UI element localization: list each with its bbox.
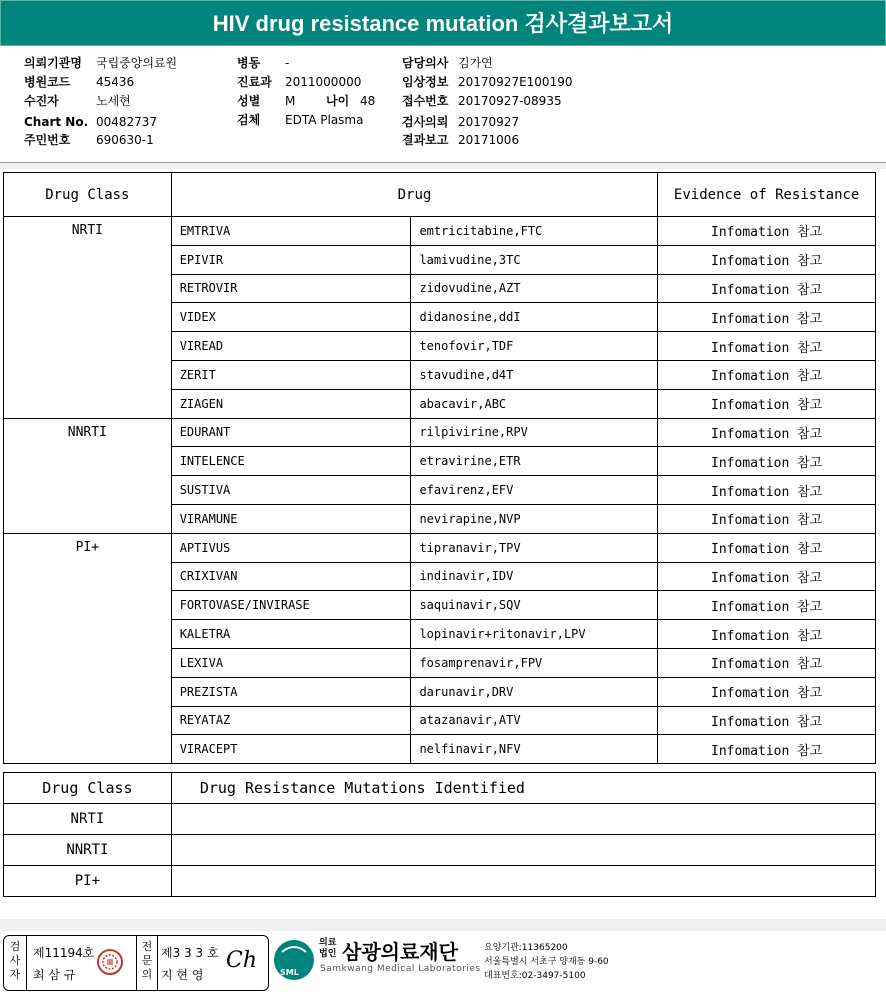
signature: Ch xyxy=(226,948,258,973)
drug-generic-cell: darunavir,DRV xyxy=(411,677,658,706)
drug-class-cell: NRTI xyxy=(4,217,172,419)
evidence-cell: Infomation 참고 xyxy=(658,677,876,706)
table-row xyxy=(4,418,876,447)
info-field xyxy=(237,72,361,92)
evidence-cell: Infomation 참고 xyxy=(658,332,876,361)
mutation-value-cell xyxy=(171,866,875,897)
drug-generic-cell: lamivudine,3TC xyxy=(411,245,658,274)
mutation-header-class: Drug Class xyxy=(4,773,172,804)
info-label: 임상정보 xyxy=(402,75,449,89)
drug-brand-cell: APTIVUS xyxy=(171,533,411,562)
info-label: 진료과 xyxy=(237,75,272,89)
info-value: M xyxy=(285,94,296,108)
drug-generic-cell: atazanavir,ATV xyxy=(411,706,658,735)
drug-brand-cell: VIRAMUNE xyxy=(171,504,411,533)
info-label: 검체 xyxy=(237,113,261,127)
evidence-cell: Infomation 참고 xyxy=(658,303,876,332)
info-field xyxy=(402,112,519,132)
drug-generic-cell: rilpivirine,RPV xyxy=(411,418,658,447)
evidence-cell: Infomation 참고 xyxy=(658,360,876,389)
specialist-label: 전문의 xyxy=(141,940,153,981)
report-title: HIV drug resistance mutation 검사결과보고서 xyxy=(0,0,886,46)
info-label: 성별 xyxy=(237,94,261,108)
drug-brand-cell: LEXIVA xyxy=(171,648,411,677)
info-label: 담당의사 xyxy=(402,56,449,70)
drug-brand-cell: CRIXIVAN xyxy=(171,562,411,591)
tester-name: 최 삼 규 xyxy=(33,968,76,982)
drug-brand-cell: VIREAD xyxy=(171,332,411,361)
drug-generic-cell: fosamprenavir,FPV xyxy=(411,648,658,677)
drug-generic-cell: stavudine,d4T xyxy=(411,360,658,389)
info-value: 45436 xyxy=(96,75,135,89)
drug-brand-cell: VIRACEPT xyxy=(171,735,411,764)
mutation-table xyxy=(3,772,876,897)
mutation-class-cell: NRTI xyxy=(4,804,172,835)
drug-generic-cell: etravirine,ETR xyxy=(411,447,658,476)
drug-generic-cell: abacavir,ABC xyxy=(411,389,658,418)
info-field xyxy=(237,110,363,130)
info-value: - xyxy=(285,56,290,70)
mutation-header-mutations: Drug Resistance Mutations Identified xyxy=(171,773,875,804)
drug-generic-cell: indinavir,IDV xyxy=(411,562,658,591)
drug-class-cell: PI+ xyxy=(4,533,172,763)
info-label: 접수번호 xyxy=(402,94,449,108)
org-english: Samkwang Medical Laboratories xyxy=(320,964,481,974)
mutation-class-cell: NNRTI xyxy=(4,835,172,866)
org-phone: 대표번호:02-3497-5100 xyxy=(484,971,586,981)
info-value: EDTA Plasma xyxy=(285,113,364,127)
info-field xyxy=(24,53,177,73)
drug-brand-cell: KALETRA xyxy=(171,620,411,649)
table-row xyxy=(4,217,876,246)
drug-generic-cell: didanosine,ddI xyxy=(411,303,658,332)
age-label: 나이 xyxy=(326,94,350,108)
evidence-cell: Infomation 참고 xyxy=(658,274,876,303)
org-name: 삼광의료재단 xyxy=(342,940,458,964)
evidence-cell: Infomation 참고 xyxy=(658,706,876,735)
info-field xyxy=(237,53,289,73)
header-evidence: Evidence of Resistance xyxy=(658,173,876,217)
tester-label: 검사자 xyxy=(9,940,21,981)
drug-class-cell: NNRTI xyxy=(4,418,172,533)
drug-brand-cell: SUSTIVA xyxy=(171,476,411,505)
evidence-cell: Infomation 참고 xyxy=(658,389,876,418)
info-value: 20170927E100190 xyxy=(458,75,573,89)
drug-brand-cell: RETROVIR xyxy=(171,274,411,303)
drug-generic-cell: tipranavir,TPV xyxy=(411,533,658,562)
logo-badge: SML xyxy=(280,968,299,977)
table-row xyxy=(4,533,876,562)
info-field xyxy=(402,91,562,111)
evidence-cell: Infomation 참고 xyxy=(658,648,876,677)
info-value: 노세현 xyxy=(96,94,131,108)
drug-generic-cell: tenofovir,TDF xyxy=(411,332,658,361)
drug-generic-cell: nelfinavir,NFV xyxy=(411,735,658,764)
drug-brand-cell: PREZISTA xyxy=(171,677,411,706)
drug-brand-cell: ZIAGEN xyxy=(171,389,411,418)
drug-generic-cell: nevirapine,NVP xyxy=(411,504,658,533)
age-field xyxy=(326,91,375,111)
drug-brand-cell: ZERIT xyxy=(171,360,411,389)
evidence-cell: Infomation 참고 xyxy=(658,735,876,764)
drug-brand-cell: EDURANT xyxy=(171,418,411,447)
drug-brand-cell: EMTRIVA xyxy=(171,217,411,246)
evidence-cell: Infomation 참고 xyxy=(658,504,876,533)
info-value: 2011000000 xyxy=(285,75,362,89)
info-field xyxy=(24,112,157,132)
info-label: 수진자 xyxy=(24,94,59,108)
evidence-cell: Infomation 참고 xyxy=(658,418,876,447)
drug-generic-cell: zidovudine,AZT xyxy=(411,274,658,303)
info-value: 690630-1 xyxy=(96,133,154,147)
info-field xyxy=(24,91,131,111)
mutation-value-cell xyxy=(171,804,875,835)
evidence-cell: Infomation 참고 xyxy=(658,245,876,274)
age-value: 48 xyxy=(360,94,376,108)
info-field xyxy=(402,72,572,92)
org-address: 서울특별시 서초구 양재동 9-60 xyxy=(484,957,609,967)
drug-brand-cell: INTELENCE xyxy=(171,447,411,476)
info-label: 의뢰기관명 xyxy=(24,56,82,70)
mutation-value-cell xyxy=(171,835,875,866)
evidence-cell: Infomation 참고 xyxy=(658,562,876,591)
drug-brand-cell: REYATAZ xyxy=(171,706,411,735)
info-value: 20170927 xyxy=(458,115,520,129)
info-field xyxy=(402,53,493,73)
signature-box xyxy=(3,935,269,991)
info-label: 병동 xyxy=(237,56,261,70)
drug-brand-cell: FORTOVASE/INVIRASE xyxy=(171,591,411,620)
info-value: 국립중앙의료원 xyxy=(96,56,178,70)
header-drug: Drug xyxy=(171,173,658,217)
drug-brand-cell: EPIVIR xyxy=(171,245,411,274)
drug-generic-cell: lopinavir+ritonavir,LPV xyxy=(411,620,658,649)
evidence-cell: Infomation 참고 xyxy=(658,591,876,620)
tester-license: 제11194호 xyxy=(33,946,95,960)
info-value: 20170927-08935 xyxy=(458,94,562,108)
info-label: Chart No. xyxy=(24,115,89,129)
info-value: 20171006 xyxy=(458,133,520,147)
specialist-license: 제3 3 3 호 xyxy=(161,946,219,960)
drug-brand-cell: VIDEX xyxy=(171,303,411,332)
info-label: 검사의뢰 xyxy=(402,115,449,129)
info-field xyxy=(24,72,134,92)
evidence-cell: Infomation 참고 xyxy=(658,447,876,476)
info-value: 김가연 xyxy=(458,56,493,70)
info-field xyxy=(24,130,154,150)
evidence-cell: Infomation 참고 xyxy=(658,620,876,649)
drug-generic-cell: emtricitabine,FTC xyxy=(411,217,658,246)
evidence-cell: Infomation 참고 xyxy=(658,476,876,505)
org-prefix: 의료법인 xyxy=(319,938,337,959)
drug-table xyxy=(3,172,876,764)
info-label: 병원코드 xyxy=(24,75,71,89)
specialist-name: 지 현 영 xyxy=(161,968,204,982)
drug-generic-cell: efavirenz,EFV xyxy=(411,476,658,505)
header-drug-class: Drug Class xyxy=(4,173,172,217)
evidence-cell: Infomation 참고 xyxy=(658,533,876,562)
drug-generic-cell: saquinavir,SQV xyxy=(411,591,658,620)
info-value: 00482737 xyxy=(96,115,158,129)
tester-seal-icon xyxy=(96,948,124,976)
info-label: 주민번호 xyxy=(24,133,71,147)
patient-info xyxy=(0,0,886,160)
info-field xyxy=(402,130,519,150)
org-code: 요양기관:11365200 xyxy=(484,943,568,953)
info-field xyxy=(237,91,295,111)
mutation-class-cell: PI+ xyxy=(4,866,172,897)
evidence-cell: Infomation 참고 xyxy=(658,217,876,246)
info-label: 결과보고 xyxy=(402,133,449,147)
